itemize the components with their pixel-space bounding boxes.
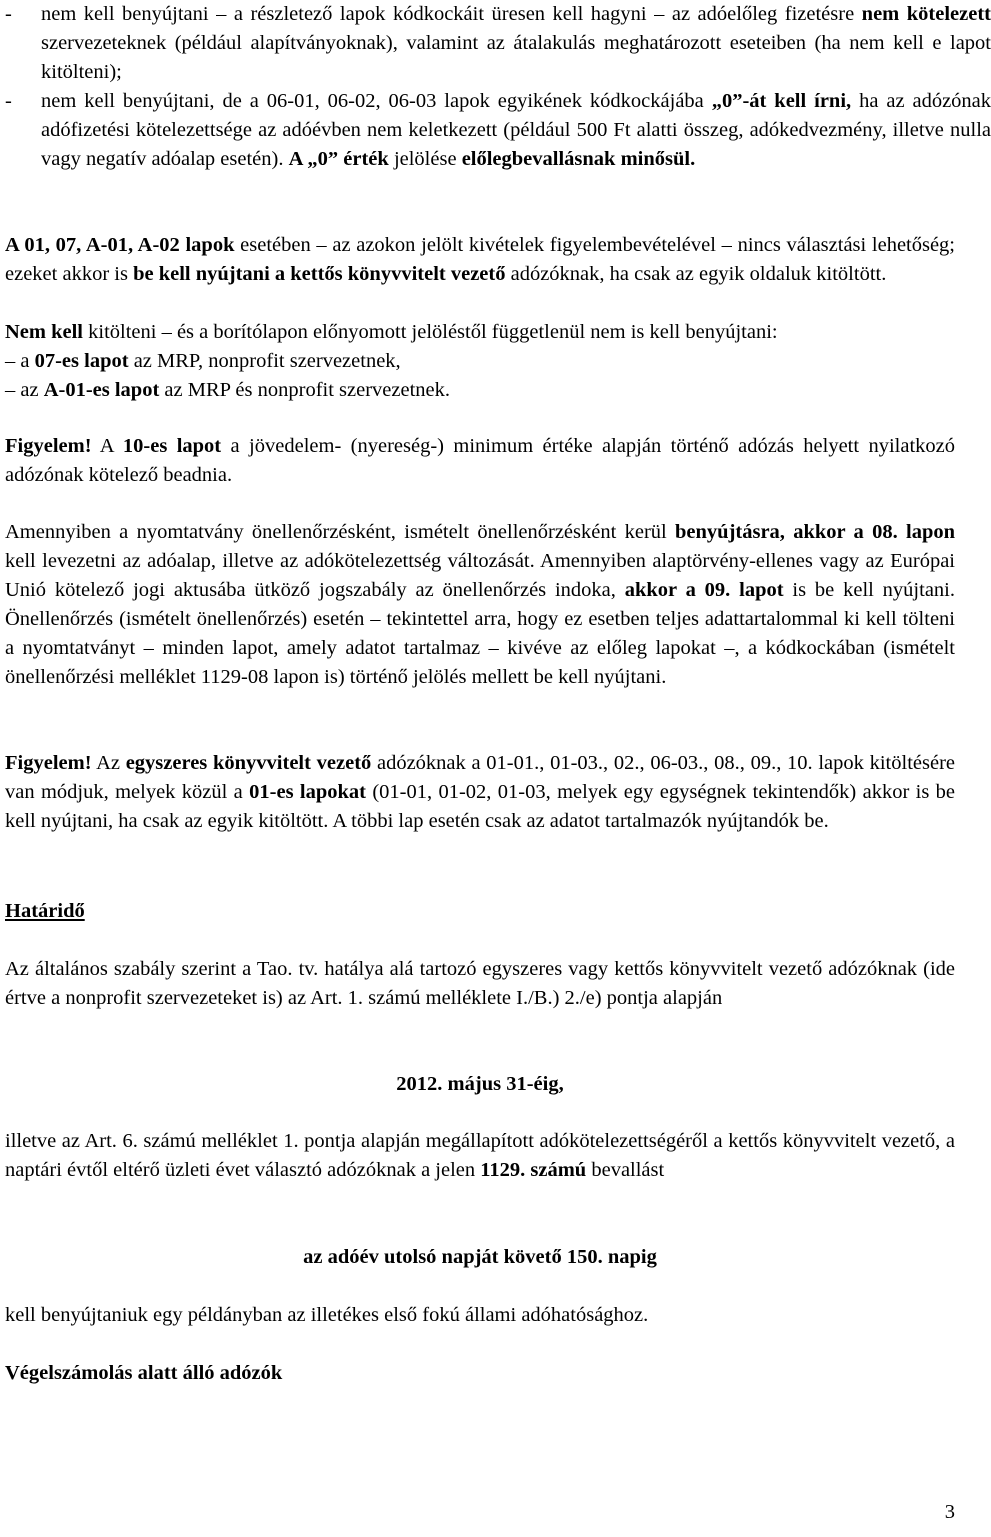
paragraph — [5, 432, 955, 490]
text-run: adózóknak, ha csak az egyik oldaluk kitöltött. — [505, 263, 887, 285]
deadline-line — [5, 1243, 955, 1272]
deadline-line — [5, 1070, 955, 1099]
text-run: nem kell benyújtani, de a 06-01, 06-02, 06-03 lapok egyikének kódkockájába — [41, 90, 712, 112]
list-item — [5, 0, 991, 87]
bold-text: „0”-át kell írni, — [711, 90, 852, 112]
text-run: nem kell benyújtani – a részletező lapok kódkockáit üresen kell hagyni – az adóelőleg fizetésre — [41, 3, 862, 25]
bold-text: előlegbevallásnak minősül. — [461, 148, 696, 170]
deadline-text: az adóév utolsó napját követő 150. napig — [303, 1246, 657, 1268]
bold-text: A-01-es lapot — [43, 379, 160, 401]
bold-text: Nem kell — [5, 321, 83, 343]
bold-text: be kell nyújtani a kettős könyvvitelt vezető — [133, 263, 506, 285]
bold-text: Figyelem! — [5, 752, 92, 774]
text-run: az MRP és nonprofit szervezetnek. — [159, 379, 451, 401]
section-heading — [5, 897, 85, 926]
text-run: A — [91, 435, 123, 457]
bold-text: nem kötelezett — [861, 3, 991, 25]
text-run: esetében – az azokon jelölt kivételek figyelembevételével – nincs választási lehetőség; ezeket akkor is — [5, 234, 956, 285]
bold-text: A „0” érték — [288, 148, 389, 170]
bold-text: 01-es lapokat — [249, 781, 366, 803]
section-heading — [5, 1359, 282, 1388]
bold-text: egyszeres könyvvitelt vezető — [125, 752, 372, 774]
paragraph — [5, 1301, 955, 1330]
paragraph — [5, 231, 955, 289]
paragraph — [5, 318, 955, 405]
text-run: kitölteni – és a borítólapon előnyomott jelöléstől függetlenül nem is kell benyújtani: — [83, 321, 778, 343]
text-run: illetve az Art. 6. számú melléklet 1. pontja alapján megállapított adókötelezettségéről a kettős könyvvitelt vezető, a naptári évtől eltérő üzleti évet választó adózóknak a jelen — [5, 1130, 955, 1181]
text-run: Az — [91, 752, 126, 774]
text-run: adózóknak a 01-01., 01-03., 02., 06-03., 08., 09., 10. lapok kitöltésére van módjuk, melyek közül a — [5, 752, 955, 803]
text-run: Amennyiben a nyomtatvány önellenőrzésként, ismételt önellenőrzésként kerül — [5, 521, 676, 543]
bullet-dash: - — [5, 90, 12, 112]
text-run: szervezeteknek (például alapítványoknak), valamint az átalakulás meghatározott eseteiben (ha nem kell e lapot kitölteni); — [41, 32, 991, 83]
paragraph — [5, 1127, 955, 1185]
bold-text: A 01, 07, A-01, A-02 lapok — [5, 234, 235, 256]
paragraph — [5, 955, 955, 1013]
text-run: Az általános szabály szerint a Tao. tv. hatálya alá tartozó egyszeres vagy kettős könyvvitelt vezető adózóknak (ide értve a nonprofit szervezeteket is) az Art. 1. számú melléklete I./B.) 2./e) pontja alapján — [5, 958, 955, 1009]
bold-text: benyújtásra, akkor a 08. lapon — [675, 521, 956, 543]
bold-text: akkor a 09. lapot — [624, 579, 784, 601]
paragraph-line — [5, 318, 955, 347]
bold-text: Figyelem! — [5, 435, 92, 457]
text-run: kell levezetni az adóalap, illetve az adókötelezettség változását. Amennyiben alaptörvény-ellenes vagy az Európai Unió kötelező jogi aktusába ütköző jogszabály az önellenőrzés indoka, — [5, 550, 955, 601]
bullet-dash: - — [5, 3, 12, 25]
deadline-text: 2012. május 31-éig, — [396, 1073, 564, 1095]
text-run: kell benyújtaniuk egy példányban az illetékes első fokú állami adóhatósághoz. — [5, 1304, 649, 1326]
text-run: az MRP, nonprofit szervezetnek, — [128, 350, 401, 372]
paragraph — [5, 749, 955, 836]
text-run: jelölése — [388, 148, 462, 170]
text-run: is be kell nyújtani. Önellenőrzés (ismételt önellenőrzés) esetén – tekintettel arra, hogy ez esetben teljes adattartalommal ki kell tölteni a nyomtatványt – minden lapot, amely adatot tartalmaz – kivéve az előleg lapokat –, a kódkockában (ismételt önellenőrzési melléklet 1129-08 lapon is) történő jelölés mellett be kell nyújtani. — [5, 579, 955, 688]
heading-text: Határidő — [5, 900, 85, 922]
bold-text: 07-es lapot — [34, 350, 129, 372]
text-run: bevallást — [586, 1159, 665, 1181]
bold-text: 10-es lapot — [122, 435, 222, 457]
bold-text: 1129. számú — [480, 1159, 587, 1181]
text-run: – a — [5, 350, 35, 372]
text-run: ha az adózónak adófizetési kötelezettsége az adóévben nem keletkezett (például 500 Ft alatti összeg, adókedvezmény, illetve nulla vagy negatív adóalap esetén). — [41, 90, 991, 170]
text-run: a jövedelem- (nyereség-) minimum értéke alapján történő adózás helyett nyilatkozó adózónak kötelező beadnia. — [5, 435, 956, 486]
text-run: (01-01, 01-02, 01-03, melyek egy egységnek tekintendők) akkor is be kell nyújtani, ha csak az egyik kitöltött. A többi lap esetén csak az adatot tartalmazók nyújtandók be. — [5, 781, 956, 832]
heading-text: Végelszámolás alatt álló adózók — [5, 1362, 283, 1384]
page-number: 3 — [944, 1501, 955, 1523]
text-run: – az — [5, 379, 44, 401]
list-item — [5, 347, 955, 376]
list-item — [5, 376, 955, 405]
paragraph — [5, 518, 955, 692]
list-item — [5, 87, 991, 174]
